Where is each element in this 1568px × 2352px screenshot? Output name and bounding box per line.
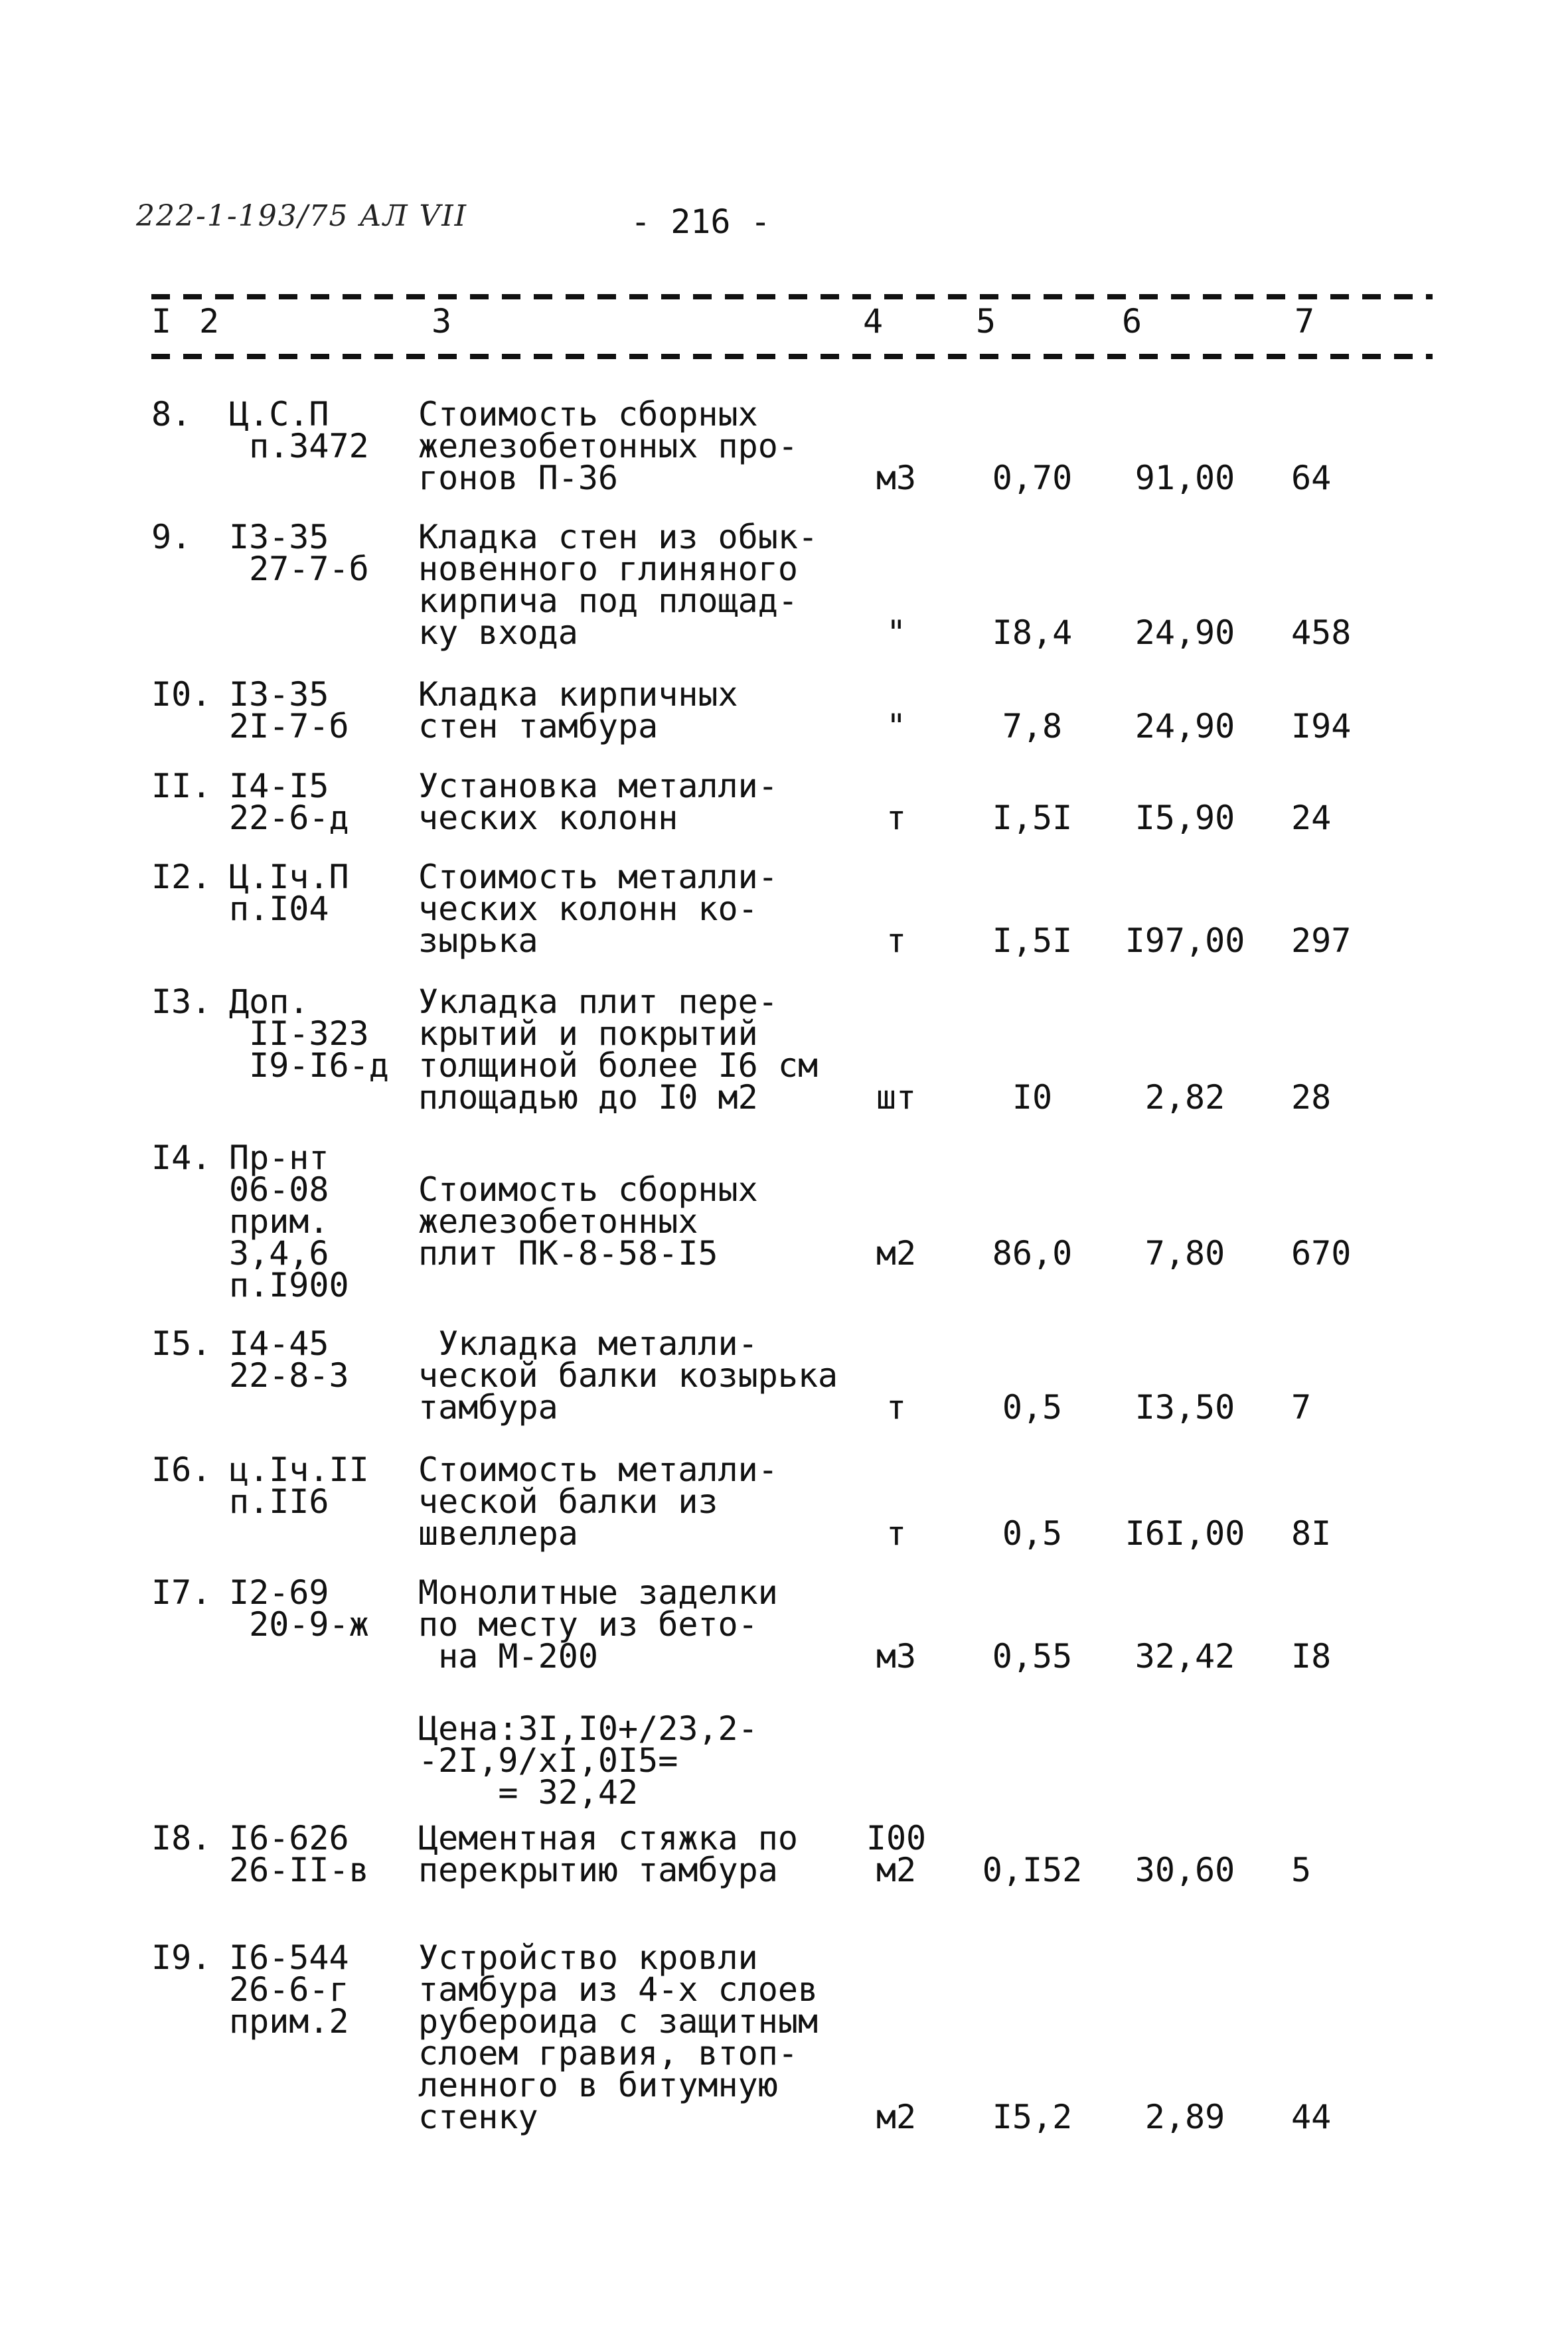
row-description: Монолитные заделки по месту из бето- на М-200 (418, 1573, 778, 1676)
row-reference: Ц.Iч.П п.I04 (229, 858, 349, 928)
row-unit-price: 24,90 (1135, 707, 1235, 745)
row-total: 297 (1291, 921, 1352, 960)
row-quantity: I,5I (992, 921, 1073, 960)
row-unit: т (886, 1514, 907, 1553)
row-unit-price: 32,42 (1135, 1637, 1235, 1676)
row-unit: т (886, 921, 907, 960)
row-unit: шт (876, 1078, 917, 1117)
row-total: 44 (1291, 2098, 1332, 2136)
row-quantity: 0,55 (992, 1637, 1073, 1676)
row-number: I5. (151, 1324, 212, 1363)
row-description: Цементная стяжка по перекрытию тамбура (418, 1819, 798, 1889)
row-number: I6. (151, 1450, 212, 1489)
row-description: Установка металли- ческих колонн (418, 767, 778, 837)
row-unit: " (886, 707, 907, 745)
row-description: Кладка стен из обык- новенного глиняного кирпича под площад- ку входа (418, 518, 819, 652)
row-description: Стоимость металли- ческой балки из швеллера (418, 1450, 778, 1553)
row-unit: т (886, 1388, 907, 1427)
row-unit: м2 (876, 1234, 917, 1273)
row-number: 8. (151, 395, 192, 433)
row-unit: м3 (876, 459, 917, 497)
row-quantity: I5,2 (992, 2098, 1073, 2136)
table-header-rule (151, 354, 1433, 359)
row-reference: I3-35 27-7-б (229, 518, 369, 588)
row-reference: Пр-нт 06-08 прим. 3,4,6 п.I900 (229, 1138, 349, 1304)
row-total: 64 (1291, 459, 1332, 497)
row-unit-price: 30,60 (1135, 1851, 1235, 1889)
row-unit: " (886, 613, 907, 652)
row-total: 8I (1291, 1514, 1332, 1553)
row-reference: I4-I5 22-6-д (229, 767, 349, 837)
row-quantity: 86,0 (992, 1234, 1073, 1273)
row-number: I3. (151, 982, 212, 1021)
row-reference: I3-35 2I-7-б (229, 675, 349, 745)
row-description: Укладка плит пере- крытий и покрытий толщиной более I6 см площадью до I0 м2 (418, 982, 819, 1117)
row-number: 9. (151, 518, 192, 556)
row-unit-price: I3,50 (1135, 1388, 1235, 1427)
row-quantity: 7,8 (1002, 707, 1063, 745)
row-quantity: 0,I52 (982, 1851, 1083, 1889)
row-description: Укладка металли- ческой балки козырька тамбура (418, 1324, 838, 1427)
row-unit-price: 24,90 (1135, 613, 1235, 652)
row-unit-price: 91,00 (1135, 459, 1235, 497)
row-unit-price: I6I,00 (1125, 1514, 1245, 1553)
row-total: I94 (1291, 707, 1352, 745)
row-reference: Ц.С.П п.3472 (229, 395, 369, 465)
row-description: Стоимость сборных железобетонных про- гонов П-36 (418, 395, 798, 497)
column-header-2: 2 (199, 302, 220, 341)
column-header-5: 5 (976, 302, 996, 341)
row-description: Стоимость металли- ческих колонн ко- зырька (418, 858, 778, 960)
row-quantity: I0 (1012, 1078, 1053, 1117)
row-total: I8 (1291, 1637, 1332, 1676)
row-total: 5 (1291, 1851, 1312, 1889)
row-reference: I2-69 20-9-ж (229, 1573, 369, 1644)
row-total: 458 (1291, 613, 1352, 652)
row-unit: т (886, 799, 907, 837)
row-reference: I4-45 22-8-3 (229, 1324, 349, 1395)
row-unit-price: 2,82 (1144, 1078, 1225, 1117)
row-reference: I6-626 26-II-в (229, 1819, 369, 1889)
row-total: 670 (1291, 1234, 1352, 1273)
column-header-3: 3 (431, 302, 452, 341)
row-total: 24 (1291, 799, 1332, 837)
row-quantity: 0,5 (1002, 1514, 1063, 1553)
row-total: 28 (1291, 1078, 1332, 1117)
row-total: 7 (1291, 1388, 1312, 1427)
page-number: - 216 - (631, 202, 771, 241)
row-number: I2. (151, 858, 212, 896)
row-quantity: I8,4 (992, 613, 1073, 652)
row-unit: I00 м2 (866, 1819, 927, 1889)
row-unit-price: I5,90 (1135, 799, 1235, 837)
row-quantity: 0,5 (1002, 1388, 1063, 1427)
row-number: II. (151, 767, 212, 805)
column-header-1: I (151, 302, 172, 341)
column-header-6: 6 (1122, 302, 1142, 341)
row-unit-price: I97,00 (1125, 921, 1245, 960)
row-number: I9. (151, 1938, 212, 1977)
row-reference: Доп. II-323 I9-I6-д (229, 982, 389, 1085)
row-unit: м3 (876, 1637, 917, 1676)
row-reference: I6-544 26-6-г прим.2 (229, 1938, 349, 2041)
row-unit-price: 2,89 (1144, 2098, 1225, 2136)
document-code: 222-1-193/75 АЛ VII (136, 199, 468, 233)
row-reference: ц.Iч.II п.II6 (229, 1450, 369, 1521)
price-calculation-note: Цена:3I,I0+/23,2- -2I,9/xI,0I5= = 32,42 (418, 1709, 758, 1812)
row-description: Стоимость сборных железобетонных плит ПК-8-58-I5 (418, 1170, 758, 1273)
column-header-7: 7 (1294, 302, 1315, 341)
row-number: I7. (151, 1573, 212, 1612)
column-header-4: 4 (863, 302, 884, 341)
row-number: I0. (151, 675, 212, 714)
row-quantity: I,5I (992, 799, 1073, 837)
row-quantity: 0,70 (992, 459, 1073, 497)
row-unit-price: 7,80 (1144, 1234, 1225, 1273)
row-description: Устройство кровли тамбура из 4-х слоев рубероида с защитным слоем гравия, втоп- ленного в битумную стенку (418, 1938, 819, 2136)
row-description: Кладка кирпичных стен тамбура (418, 675, 738, 745)
row-number: I8. (151, 1819, 212, 1857)
row-unit: м2 (876, 2098, 917, 2136)
row-number: I4. (151, 1138, 212, 1177)
table-top-rule (151, 294, 1433, 299)
